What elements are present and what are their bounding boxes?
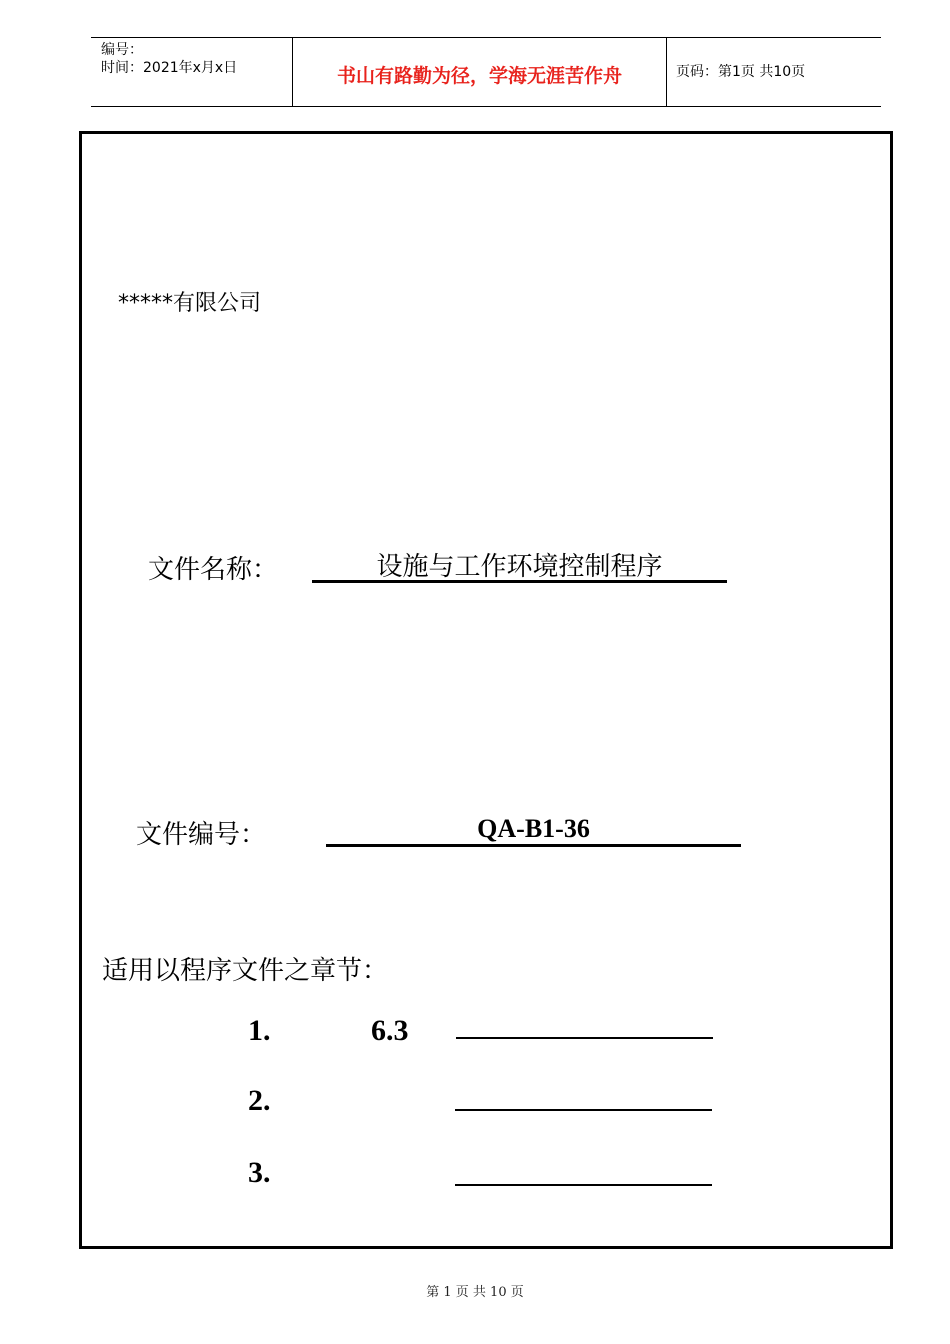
header-info-cell xyxy=(91,38,292,106)
company-name: *****有限公司 xyxy=(118,291,262,316)
header-motto-cell xyxy=(292,38,667,106)
header-page-cell xyxy=(666,38,881,106)
doc-number-label: 编号： xyxy=(101,42,143,58)
page-info: 页码：第1页 共10页 xyxy=(676,64,806,80)
time-label: 时间：2021年x月x日 xyxy=(101,60,238,76)
file-number-label: 文件编号： xyxy=(136,820,267,850)
chapters-label: 适用以程序文件之章节： xyxy=(102,956,389,986)
cover-frame xyxy=(79,131,893,1249)
chapter-index-1: 1. xyxy=(248,1014,271,1047)
file-number-value: QA-B1-36 xyxy=(326,814,741,847)
chapter-index-3: 3. xyxy=(248,1156,271,1189)
page-footer: 第 1 页 共 10 页 xyxy=(426,1285,524,1300)
chapter-line-1 xyxy=(456,1037,713,1039)
page-header xyxy=(91,37,881,107)
motto-text: 书山有路勤为径，学海无涯苦作舟 xyxy=(336,65,622,87)
chapter-line-2 xyxy=(455,1109,712,1111)
chapter-line-3 xyxy=(455,1184,712,1186)
chapter-value-1: 6.3 xyxy=(371,1014,409,1047)
chapter-index-2: 2. xyxy=(248,1084,271,1117)
file-name-value: 设施与工作环境控制程序 xyxy=(312,546,727,583)
file-name-label: 文件名称： xyxy=(148,555,279,585)
